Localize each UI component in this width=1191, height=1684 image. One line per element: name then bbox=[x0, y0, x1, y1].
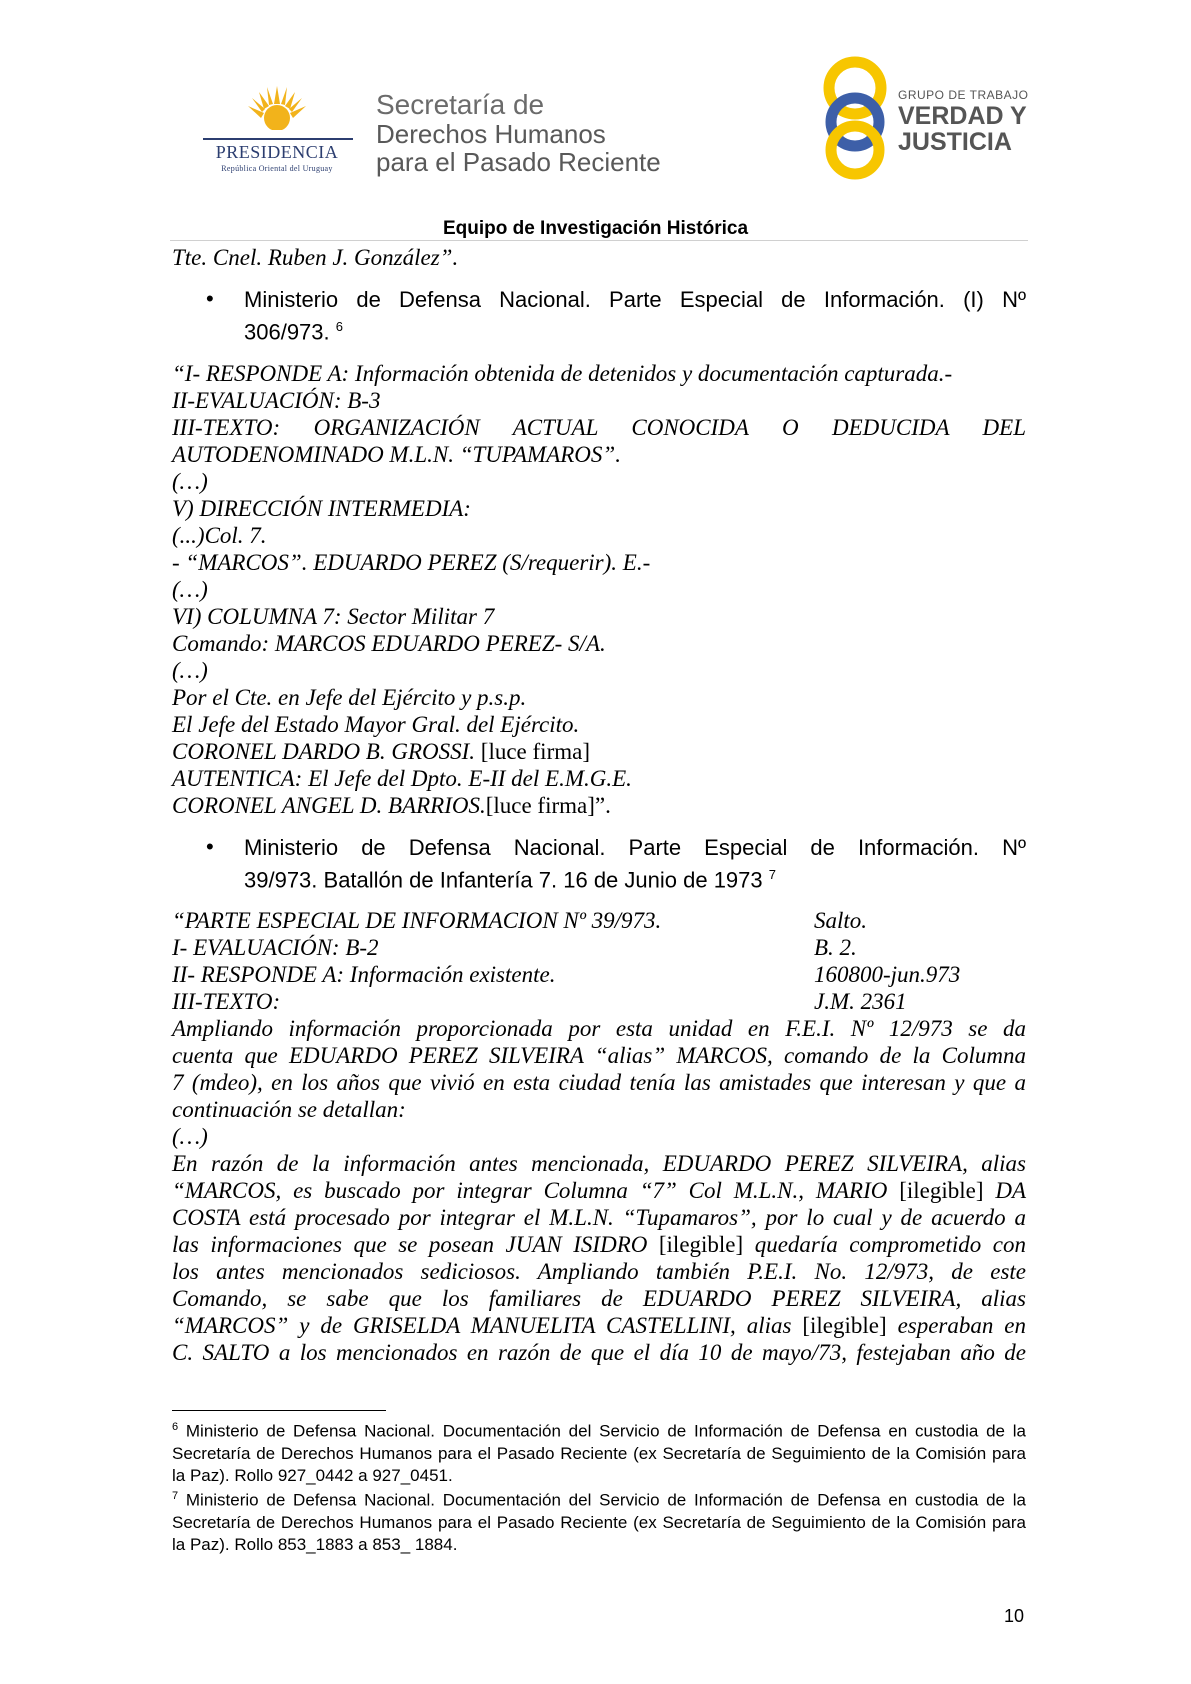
quote1-line: III-TEXTO: ORGANIZACIÓN ACTUAL CONOCIDA O DEDUCIDA DEL bbox=[172, 415, 1026, 440]
footnote-separator bbox=[172, 1410, 386, 1411]
signature-1-name: CORONEL DARDO B. GROSSI. bbox=[172, 739, 476, 764]
continued-line: Tte. Cnel. Ruben J. González”. bbox=[172, 245, 459, 270]
quote1-line: Comando: MARCOS EDUARDO PEREZ- S/A. bbox=[172, 631, 606, 656]
bullet-item-1 bbox=[244, 286, 1026, 345]
p2-l2-illegible: [ilegible] bbox=[887, 1178, 996, 1203]
presidencia-rule bbox=[203, 138, 353, 140]
footnote-7-text: Ministerio de Defensa Nacional. Documentación del Servicio de Información de Defensa en custodia de la Secretaría de Derechos Humanos para el Pasado Reciente (ex Secretaría de Seguimiento de la Comisión para la Paz). Rollo 853_1883 a 853_ 1884. bbox=[172, 1490, 1026, 1554]
quote2-row-right: B. 2. bbox=[814, 935, 857, 960]
secretaria-line-1: Secretaría de bbox=[376, 89, 545, 120]
quote2-row-left: III-TEXTO: bbox=[172, 989, 281, 1014]
quote2-row-left: II- RESPONDE A: Información existente. bbox=[172, 962, 556, 987]
paragraph-2-line: los antes mencionados sediciosos. Ampliando también P.E.I. No. 12/973, de este bbox=[172, 1259, 1026, 1284]
p2-l7-illegible: [ilegible] bbox=[791, 1313, 898, 1338]
vj-title-line-1: VERDAD Y bbox=[898, 102, 1027, 130]
rings-icon bbox=[820, 56, 890, 180]
footnote-ref-7[interactable]: 7 bbox=[768, 867, 776, 882]
p2-l4-part-c: quedaría comprometido con bbox=[754, 1232, 1026, 1257]
quote1-line: (...)Col. 7. bbox=[172, 523, 267, 548]
quote1-line: II-EVALUACIÓN: B-3 bbox=[172, 388, 381, 413]
footnote-6-text: Ministerio de Defensa Nacional. Documentación del Servicio de Información de Defensa en custodia de la Secretaría de Derechos Humanos para el Pasado Reciente (ex Secretaría de Seguimiento de la Comisión para la Paz). Rollo 927_0442 a 927_0451. bbox=[172, 1421, 1026, 1485]
verdad-justicia-logo bbox=[820, 56, 1030, 180]
quote2-row-right: 160800-jun.973 bbox=[814, 962, 961, 987]
quote1-line: V) DIRECCIÓN INTERMEDIA: bbox=[172, 496, 471, 521]
paragraph-1-line: Ampliando información proporcionada por esta unidad en F.E.I. Nº 12/973 se da bbox=[172, 1016, 1026, 1041]
paragraph-2-line: En razón de la información antes mencionada, EDUARDO PEREZ SILVEIRA, alias bbox=[172, 1151, 1026, 1176]
p2-l7-part-a: “MARCOS” y de GRISELDA MANUELITA CASTELLINI, alias bbox=[172, 1313, 792, 1338]
quote1-line: VI) COLUMNA 7: Sector Militar 7 bbox=[172, 604, 495, 629]
p2-l2-part-a: “MARCOS, es buscado por integrar Columna “7” Col M.L.N., MARIO bbox=[172, 1178, 888, 1203]
paragraph-2-line bbox=[172, 1177, 1026, 1204]
quote1-line: “I- RESPONDE A: Información obtenida de detenidos y documentación capturada.- bbox=[172, 361, 953, 386]
bullet-1-line-1: Ministerio de Defensa Nacional. Parte Especial de Información. (I) Nº bbox=[244, 287, 1026, 312]
header-divider bbox=[170, 240, 1028, 241]
secretaria-title bbox=[376, 90, 661, 176]
quote1-line: (…) bbox=[172, 658, 208, 683]
paragraph-1-line: cuenta que EDUARDO PEREZ SILVEIRA “alias” MARCOS, comando de la Columna bbox=[172, 1043, 1026, 1068]
secretaria-line-3: para el Pasado Reciente bbox=[376, 147, 661, 177]
p2-l4-illegible: [ilegible] bbox=[647, 1232, 755, 1257]
footnote-6 bbox=[172, 1416, 1026, 1487]
p2-l4-part-a: las informaciones que se posean JUAN ISIDRO bbox=[172, 1232, 648, 1257]
p2-l7-part-c: esperaban en bbox=[897, 1313, 1027, 1338]
quote1-line: AUTODENOMINADO M.L.N. “TUPAMAROS”. bbox=[172, 442, 621, 467]
bullet-1-line-2 bbox=[244, 313, 1026, 345]
quote2-row-right: J.M. 2361 bbox=[814, 989, 907, 1014]
bullet-item-2 bbox=[244, 834, 1026, 893]
team-heading: Equipo de Investigación Histórica bbox=[442, 218, 749, 239]
footnote-7 bbox=[172, 1485, 1026, 1556]
bullet-marker-2: • bbox=[206, 834, 214, 859]
ellipsis-line: (…) bbox=[172, 1124, 208, 1149]
quote2-row-left: I- EVALUACIÓN: B-2 bbox=[172, 935, 379, 960]
signature-line-2 bbox=[172, 792, 611, 819]
paragraph-2-line: COSTA está procesado por integrar el M.L.N. “Tupamaros”, por lo cual y de acuerdo a bbox=[172, 1205, 1026, 1230]
signature-1-note: [luce firma] bbox=[475, 739, 590, 764]
quote1-line: El Jefe del Estado Mayor Gral. del Ejército. bbox=[172, 712, 580, 737]
secretaria-line-2: Derechos Humanos bbox=[376, 119, 606, 149]
presidencia-wordmark: PRESIDENCIA bbox=[215, 142, 339, 162]
signature-line-1 bbox=[172, 738, 590, 765]
quote1-line: (…) bbox=[172, 469, 208, 494]
paragraph-1-line: 7 (mdeo), en los años que vivió en esta ciudad tenía las amistades que interesan y que a bbox=[172, 1070, 1026, 1095]
authentication-line: AUTENTICA: El Jefe del Dpto. E-II del E.M.G.E. bbox=[172, 766, 632, 791]
vj-title-line-2: JUSTICIA bbox=[898, 128, 1012, 156]
signature-2-note: [luce firma]”. bbox=[485, 793, 611, 818]
paragraph-2-line: C. SALTO a los mencionados en razón de que el día 10 de mayo/73, festejaban año de bbox=[172, 1340, 1026, 1365]
paragraph-2-line bbox=[172, 1231, 1026, 1258]
bullet-marker-1: • bbox=[206, 286, 214, 311]
quote2-row-left: “PARTE ESPECIAL DE INFORMACION Nº 39/973. bbox=[172, 908, 662, 933]
paragraph-2-line bbox=[172, 1312, 1026, 1339]
page-number: 10 bbox=[1004, 1606, 1025, 1626]
footnote-ref-6[interactable]: 6 bbox=[335, 319, 343, 334]
quote1-line: (…) bbox=[172, 577, 208, 602]
footnote-6-number: 6 bbox=[172, 1421, 179, 1433]
bullet-1-line-2-text: 306/973. bbox=[244, 319, 330, 345]
quote1-line: Por el Cte. en Jefe del Ejército y p.s.p. bbox=[172, 685, 527, 710]
bullet-2-line-2 bbox=[244, 861, 1026, 893]
sun-icon bbox=[245, 84, 309, 138]
paragraph-1-last-line: continuación se detallan: bbox=[172, 1097, 406, 1122]
bullet-2-line-2-text: 39/973. Batallón de Infantería 7. 16 de Junio de 1973 bbox=[244, 867, 763, 893]
quote1-line: - “MARCOS”. EDUARDO PEREZ (S/requerir). E.- bbox=[172, 550, 651, 575]
footnote-7-number: 7 bbox=[172, 1490, 179, 1502]
paragraph-2-line: Comando, se sabe que los familiares de EDUARDO PEREZ SILVEIRA, alias bbox=[172, 1286, 1026, 1311]
presidencia-subtitle: República Oriental del Uruguay bbox=[221, 164, 333, 173]
bullet-2-line-1: Ministerio de Defensa Nacional. Parte Especial de Información. Nº bbox=[244, 835, 1026, 860]
quote2-row-right: Salto. bbox=[814, 908, 868, 933]
vj-group-label: GRUPO DE TRABAJO bbox=[898, 88, 1029, 102]
p2-l2-part-c: DA bbox=[995, 1178, 1027, 1203]
signature-2-name: CORONEL ANGEL D. BARRIOS. bbox=[172, 793, 486, 818]
presidencia-logo bbox=[197, 84, 357, 176]
